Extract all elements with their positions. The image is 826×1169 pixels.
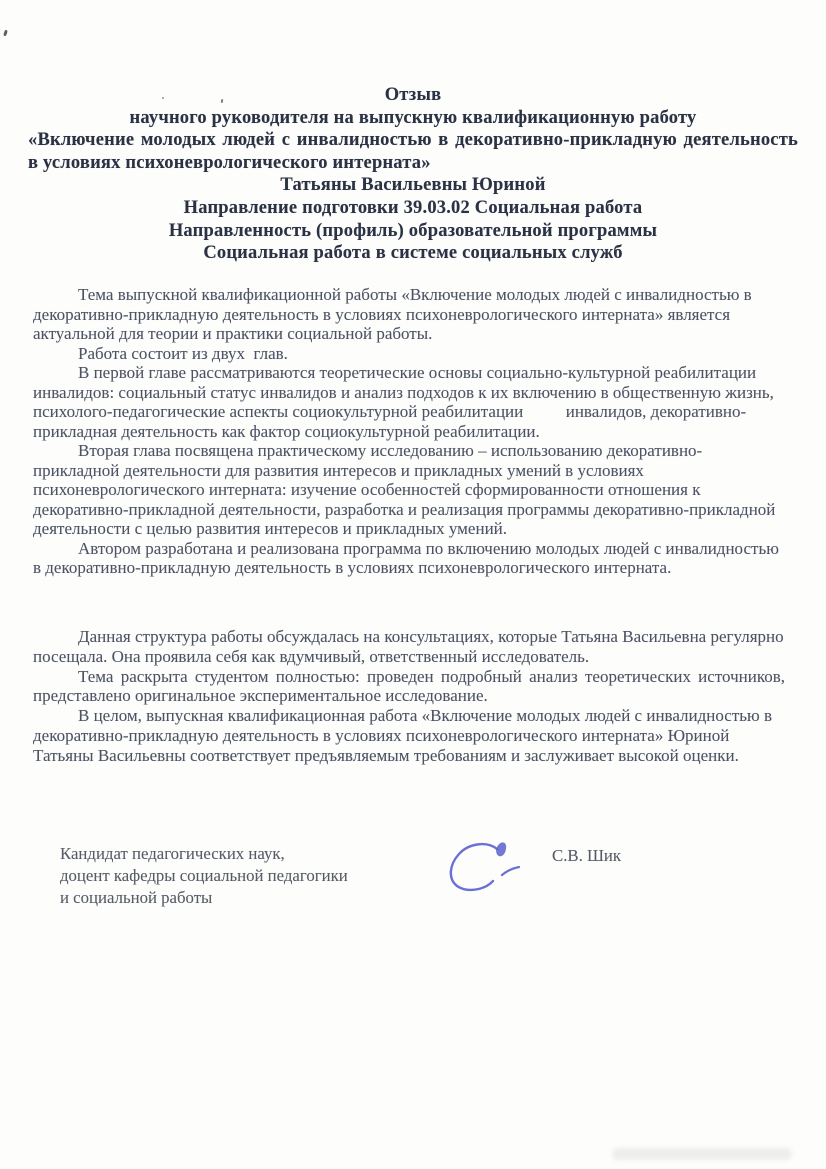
- scan-smudge: [612, 1148, 792, 1160]
- body-paragraph: В первой главе рассматриваются теоретические основы социально-культурной реабилитации инвалидов: социальный статус инвалидов и анализ подходов к их включению в общественную жизнь, психолого-педагогические аспекты социокультурной реабилитации инвалидов, декоративно-прикладная деятельность как фактор социокультурной реабилитации.: [33, 363, 799, 441]
- conclusion-paragraph: В целом, выпускная квалификационная работа «Включение молодых людей с инвалидностью в декоративно-прикладную деятельность в условиях психоневрологического интерната» Юриной Татьяны Васильевны соответствует предъявляемым требованиям и заслуживает высокой оценки.: [33, 706, 777, 765]
- program-direction: Направление подготовки 39.03.02 Социальная работа: [183, 197, 643, 218]
- thesis-author: Татьяны Васильевны Юриной: [280, 175, 546, 196]
- signer-position-line: и социальной работы: [60, 887, 213, 907]
- signer-position-line: Кандидат педагогических наук,: [60, 844, 285, 863]
- signer-name: С.В. Шик: [552, 846, 622, 865]
- signer-position: [60, 843, 348, 908]
- conclusion-paragraph: Тема раскрыта студентом полностью: проведен подробный анализ теоретических источников, представлено оригинальное экспериментальное исследование.: [33, 666, 785, 706]
- review-body: [33, 285, 799, 578]
- body-paragraph: Работа состоит из двух глав.: [78, 343, 288, 363]
- signer-position-line: доцент кафедры социальной педагогики: [60, 865, 348, 885]
- document-header: [28, 84, 798, 265]
- thesis-title: «Включение молодых людей с инвалидностью в декоративно-прикладную деятельность в условиях психоневрологического интерната»: [28, 130, 798, 173]
- scan-speck: [3, 30, 8, 37]
- document-title: Отзыв: [384, 85, 442, 105]
- header-subtitle: научного руководителя на выпускную квалификационную работу: [129, 107, 697, 128]
- conclusion-paragraph: Данная структура работы обсуждалась на консультациях, которые Татьяна Васильевна регулярно посещала. Она проявила себя как вдумчивый, ответственный исследователь.: [33, 627, 788, 666]
- signature-block: [60, 843, 800, 933]
- body-paragraph: Автором разработана и реализована программа по включению молодых людей с инвалидностью в декоративно-прикладную деятельность в условиях психоневрологического интерната.: [33, 538, 784, 577]
- body-paragraph: Вторая глава посвящена практическому исследованию – использованию декоративно-прикладной деятельности для развития интересов и прикладных умений в условиях психоневрологического интерната: изучение особенностей сформированности отношения к декоративно-прикладной деятельности, разработка и реализация программы декоративно-прикладной деятельности с целью развития интересов и прикладных умений.: [33, 441, 780, 538]
- program-profile-label: Направленность (профиль) образовательной программы: [168, 220, 658, 241]
- handwritten-signature-icon: [442, 839, 526, 899]
- program-profile-value: Социальная работа в системе социальных служб: [203, 243, 623, 264]
- body-paragraph: Тема выпускной квалификационной работы «Включение молодых людей с инвалидностью в декоративно-прикладную деятельность в условиях психоневрологического интерната» является актуальной для теории и практики социальной работы.: [33, 285, 756, 343]
- review-conclusion: [33, 627, 788, 766]
